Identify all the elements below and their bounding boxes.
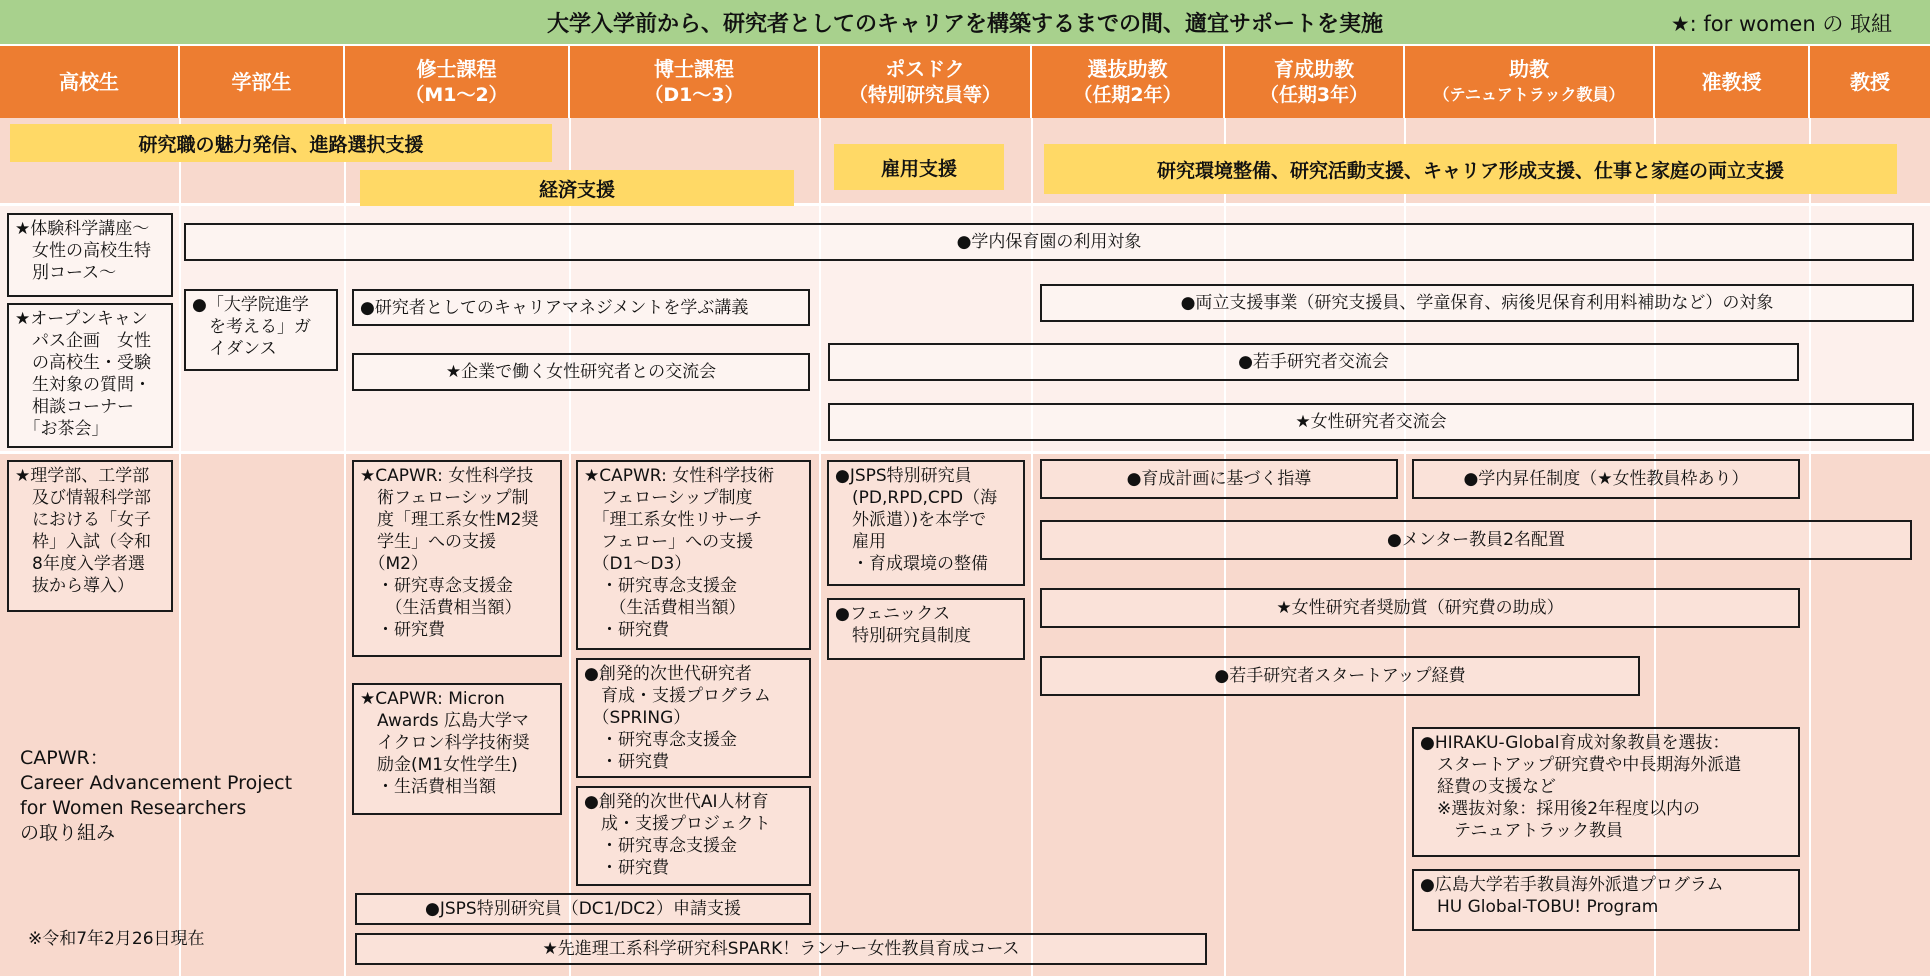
support-band-employment: 雇用支援 [834,144,1004,190]
column-header-postdoc: ポスドク （特別研究員等） [820,46,1032,118]
program-spark: ★先進理工系科学研究科SPARK！ランナー女性教員育成コース [355,933,1207,965]
column-divider [179,118,181,976]
row-divider [0,451,1930,454]
column-header-associate-prof: 准教授 [1655,46,1810,118]
program-highschool-lecture: ★体験科学講座～ 女性の高校生特 別コース～ [7,213,173,297]
column-header-master: 修士課程 （M1～2） [345,46,570,118]
program-career-lecture: ●研究者としてのキャリアマネジメントを学ぶ講義 [352,289,810,326]
banner [0,0,1930,44]
program-work-family: ●両立支援事業（研究支援員、学童保育、病後児保育利用料補助など）の対象 [1040,284,1914,322]
program-mentor: ●メンター教員2名配置 [1040,520,1912,560]
program-young-startup: ●若手研究者スタートアップ経費 [1040,656,1640,696]
program-young-exchange: ●若手研究者交流会 [828,343,1799,381]
banner-title: 大学入学前から、研究者としてのキャリアを構築するまでの間、適宜サポートを実施 [546,11,1383,37]
program-capwr-m2: ★CAPWR: 女性科学技 術フェローシップ制 度「理工系女性M2奨 学生」への支援 （M2） ・研究専念支援金 （生活費相当額） ・研究費 [352,460,562,657]
program-ai-project: ●創発的次世代AI人材育 成・支援プロジェクト ・研究専念支援金 ・研究費 [576,786,811,886]
column-header-professor: 教授 [1810,46,1930,118]
program-tobu: ●広島大学若手教員海外派遣プログラム HU Global-TOBU! Program [1412,869,1800,931]
program-hiraku-global: ●HIRAKU-Global育成対象教員を選抜： スタートアップ研究費や中長期海外派遣 経費の支援など ※選抜対象：採用後2年程度以内の テニュアトラック教員 [1412,727,1800,857]
row-divider [0,203,1930,206]
column-header-assistant-prof: 助教 （テニュアトラック教員） [1405,46,1655,118]
program-promotion: ●学内昇任制度（★女性教員枠あり） [1412,459,1800,499]
capwr-note: CAPWR： Career Advancement Project for Women Researchers の取り組み [20,747,293,844]
column-header-training-assistant: 育成助教 （任期3年） [1225,46,1405,118]
program-company-exchange: ★企業で働く女性研究者との交流会 [352,353,810,391]
column-header-highschool: 高校生 [0,46,180,118]
program-jsps-pd: ●JSPS特別研究員 (PD,RPD,CPD（海 外派遣）)を本学で 雇用 ・育成環境の整備 [827,460,1025,586]
support-band-appeal: 研究職の魅力発信、進路選択支援 [10,124,552,162]
legend: ★: for women の 取組 [1670,12,1892,36]
program-nursery: ●学内保育園の利用対象 [184,223,1914,261]
program-capwr-doctor: ★CAPWR: 女性科学技術 フェローシップ制度 「理工系女性リサーチ フェロー」への支援 （D1～D3） ・研究専念支援金 （生活費相当額） ・研究費 [576,460,811,650]
program-women-exchange: ★女性研究者交流会 [828,403,1914,441]
program-micron-awards: ★CAPWR: Micron Awards 広島大学マ イクロン科学技術奨 励金(M1女性学生) ・生活費相当額 [352,683,562,815]
program-grad-guidance: ●「大学院進学 を考える」ガ イダンス [184,289,338,371]
support-band-environment: 研究環境整備、研究活動支援、キャリア形成支援、仕事と家庭の両立支援 [1044,144,1897,194]
program-admission-quota: ★理学部、工学部 及び情報科学部 における「女子 枠」入試（令和 8年度入学者選 抜から導入） [7,460,173,612]
column-header-undergrad: 学部生 [180,46,345,118]
program-open-campus: ★オープンキャン パス企画 女性 の高校生・受験 生対象の質問・ 相談コーナー 「お茶会」 [7,303,173,448]
program-spring: ●創発的次世代研究者 育成・支援プログラム （SPRING） ・研究専念支援金 ・研究費 [576,658,811,778]
column-header-doctor: 博士課程 （D1～3） [570,46,820,118]
support-band-economic: 経済支援 [360,170,794,206]
column-header-selected-assistant: 選抜助教 （任期2年） [1032,46,1225,118]
program-women-award: ★女性研究者奨励賞（研究費の助成） [1040,588,1800,628]
program-guidance-plan: ●育成計画に基づく指導 [1040,459,1398,499]
footnote-date: ※令和7年2月26日現在 [28,929,205,949]
program-phoenix: ●フェニックス 特別研究員制度 [827,598,1025,660]
program-jsps-dc: ●JSPS特別研究員（DC1/DC2）申請支援 [355,893,811,925]
